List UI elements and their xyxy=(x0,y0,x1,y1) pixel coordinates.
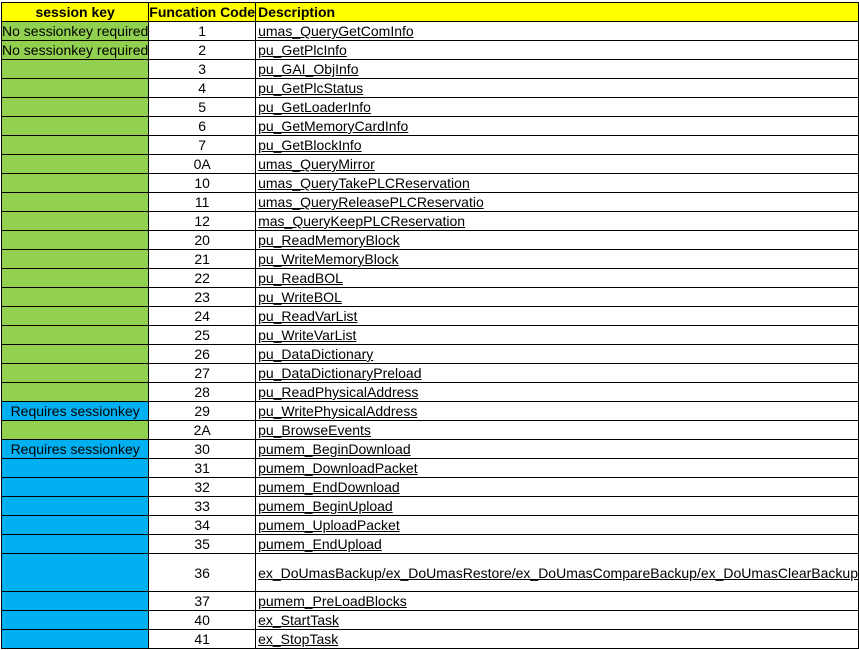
description-cell: pu_DataDictionaryPreload xyxy=(256,364,859,383)
table-row xyxy=(2,554,859,592)
table-row xyxy=(2,22,859,41)
session-key-cell: No sessionkey required xyxy=(2,23,149,39)
function-code-cell: 35 xyxy=(149,535,256,554)
table-row xyxy=(2,535,859,554)
table-row xyxy=(2,440,859,459)
session-key-cell xyxy=(2,345,149,364)
function-code-cell: 3 xyxy=(149,60,256,79)
description-cell: pu_ReadVarList xyxy=(256,307,859,326)
description-cell: pu_ReadMemoryBlock xyxy=(256,231,859,250)
table-row xyxy=(2,41,859,60)
function-code-cell: 1 xyxy=(149,22,256,41)
description-cell: pu_ReadPhysicalAddress xyxy=(256,383,859,402)
session-key-cell xyxy=(2,288,149,307)
header-description: Description xyxy=(256,3,859,22)
function-code-cell: 0A xyxy=(149,155,256,174)
session-key-cell xyxy=(2,516,149,535)
session-key-cell: Requires sessionkey xyxy=(2,402,149,421)
table-row xyxy=(2,231,859,250)
session-key-cell xyxy=(2,193,149,212)
function-code-cell: 33 xyxy=(149,497,256,516)
description-cell: ex_StopTask xyxy=(256,630,859,649)
table-row xyxy=(2,459,859,478)
session-key-cell xyxy=(2,136,149,155)
description-cell: pumem_PreLoadBlocks xyxy=(256,592,859,611)
description-cell: pumem_DownloadPacket xyxy=(256,459,859,478)
session-key-cell: No sessionkey required xyxy=(2,42,149,58)
table-row xyxy=(2,60,859,79)
header-function-code: Funcation Code xyxy=(149,4,256,20)
function-code-cell: 36 xyxy=(149,554,256,592)
table-row xyxy=(2,478,859,497)
table-row xyxy=(2,326,859,345)
table-body xyxy=(2,22,859,649)
session-key-cell xyxy=(2,478,149,497)
description-cell: pu_WritePhysicalAddress xyxy=(256,402,859,421)
function-code-cell: 41 xyxy=(149,630,256,649)
function-code-cell: 23 xyxy=(149,288,256,307)
session-key-cell xyxy=(2,155,149,174)
function-code-cell: 34 xyxy=(149,516,256,535)
description-cell: pu_GetBlockInfo xyxy=(256,136,859,155)
function-code-cell: 28 xyxy=(149,383,256,402)
table-row xyxy=(2,592,859,611)
session-key-cell xyxy=(2,630,149,649)
session-key-cell xyxy=(2,174,149,193)
description-cell: umas_QueryTakePLCReservation xyxy=(256,174,859,193)
session-key-cell: Requires sessionkey xyxy=(2,440,149,459)
table-row xyxy=(2,212,859,231)
description-cell: pumem_BeginDownload xyxy=(256,440,859,459)
function-code-cell: 40 xyxy=(149,611,256,630)
table-row xyxy=(2,288,859,307)
table-row xyxy=(2,269,859,288)
function-code-cell: 31 xyxy=(149,459,256,478)
function-code-cell: 21 xyxy=(149,250,256,269)
session-key-cell xyxy=(2,117,149,136)
function-code-cell: 26 xyxy=(149,345,256,364)
description-cell: umas_QueryGetComInfo xyxy=(256,22,859,41)
header-row xyxy=(2,3,859,22)
session-key-cell xyxy=(2,212,149,231)
table-row xyxy=(2,497,859,516)
description-cell: pu_GetPlcInfo xyxy=(256,41,859,60)
description-cell: pu_WriteBOL xyxy=(256,288,859,307)
function-code-cell: 24 xyxy=(149,307,256,326)
description-cell: umas_QueryReleasePLCReservatio xyxy=(256,193,859,212)
function-code-cell: 25 xyxy=(149,326,256,345)
table-row xyxy=(2,307,859,326)
session-key-cell xyxy=(2,269,149,288)
session-key-cell xyxy=(2,231,149,250)
table-row xyxy=(2,630,859,649)
function-code-cell: 30 xyxy=(149,440,256,459)
function-code-cell: 2A xyxy=(149,421,256,440)
function-code-cell: 12 xyxy=(149,212,256,231)
session-key-cell xyxy=(2,307,149,326)
description-cell: pu_WriteVarList xyxy=(256,326,859,345)
table-row xyxy=(2,250,859,269)
session-key-cell xyxy=(2,364,149,383)
description-cell: pu_GetLoaderInfo xyxy=(256,98,859,117)
session-key-cell xyxy=(2,98,149,117)
table-row xyxy=(2,402,859,421)
table-row xyxy=(2,421,859,440)
session-key-cell xyxy=(2,250,149,269)
table-row xyxy=(2,345,859,364)
function-code-cell: 37 xyxy=(149,592,256,611)
description-cell: pu_GetMemoryCardInfo xyxy=(256,117,859,136)
function-code-cell: 7 xyxy=(149,136,256,155)
description-cell: pumem_UploadPacket xyxy=(256,516,859,535)
session-key-cell xyxy=(2,535,149,554)
function-code-cell: 27 xyxy=(149,364,256,383)
function-code-cell: 10 xyxy=(149,174,256,193)
table-row xyxy=(2,193,859,212)
table-row xyxy=(2,611,859,630)
table-row xyxy=(2,98,859,117)
function-code-cell: 11 xyxy=(149,193,256,212)
description-cell: pumem_EndDownload xyxy=(256,478,859,497)
description-cell: umas_QueryMirror xyxy=(256,155,859,174)
table-row xyxy=(2,174,859,193)
function-code-cell: 6 xyxy=(149,117,256,136)
session-key-cell xyxy=(2,611,149,630)
header-session-key: session key xyxy=(2,3,149,22)
session-key-cell xyxy=(2,79,149,98)
function-code-table xyxy=(1,2,859,649)
function-code-cell: 4 xyxy=(149,79,256,98)
table-row xyxy=(2,516,859,535)
session-key-cell xyxy=(2,459,149,478)
description-cell: pumem_EndUpload xyxy=(256,535,859,554)
session-key-cell xyxy=(2,383,149,402)
table-row xyxy=(2,117,859,136)
description-cell: pumem_BeginUpload xyxy=(256,497,859,516)
function-code-cell: 20 xyxy=(149,231,256,250)
description-cell: pu_WriteMemoryBlock xyxy=(256,250,859,269)
session-key-cell xyxy=(2,60,149,79)
function-code-cell: 32 xyxy=(149,478,256,497)
session-key-cell xyxy=(2,554,149,592)
session-key-cell xyxy=(2,592,149,611)
function-code-cell: 2 xyxy=(149,41,256,60)
session-key-cell xyxy=(2,326,149,345)
function-code-cell: 29 xyxy=(149,402,256,421)
table-row xyxy=(2,364,859,383)
table-row xyxy=(2,383,859,402)
description-cell: pu_ReadBOL xyxy=(256,269,859,288)
function-code-cell: 22 xyxy=(149,269,256,288)
description-cell: ex_DoUmasBackup/ex_DoUmasRestore/ex_DoUmasCompareBackup/ex_DoUmasClearBackup xyxy=(256,554,859,592)
function-code-cell: 5 xyxy=(149,98,256,117)
description-cell: pu_BrowseEvents xyxy=(256,421,859,440)
description-cell: ex_StartTask xyxy=(256,611,859,630)
session-key-cell xyxy=(2,497,149,516)
description-cell: pu_GetPlcStatus xyxy=(256,79,859,98)
table-row xyxy=(2,136,859,155)
description-cell: pu_DataDictionary xyxy=(256,345,859,364)
table-row xyxy=(2,79,859,98)
description-cell: pu_GAI_ObjInfo xyxy=(256,60,859,79)
table-row xyxy=(2,155,859,174)
session-key-cell xyxy=(2,421,149,440)
description-cell: mas_QueryKeepPLCReservation xyxy=(256,212,859,231)
